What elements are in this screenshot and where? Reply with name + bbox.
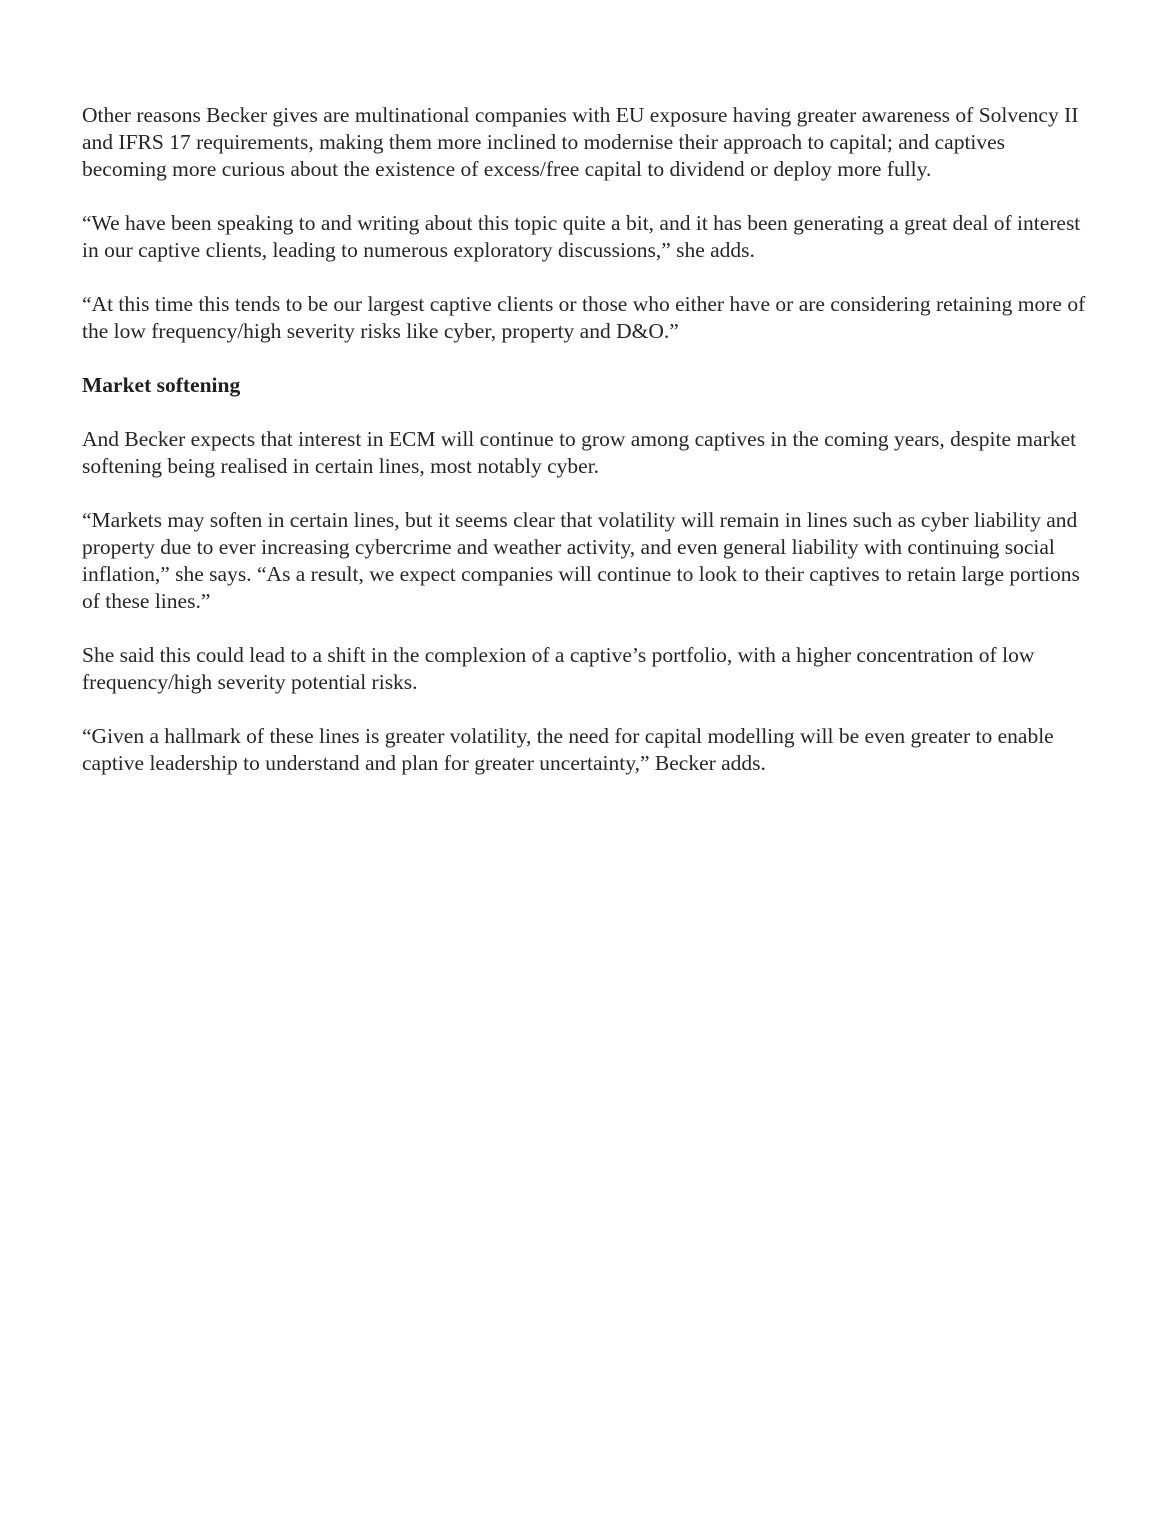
section-heading: Market softening — [82, 373, 241, 397]
body-paragraph: And Becker expects that interest in ECM will continue to grow among captives in the coming years, despite market softening being realised in certain lines, most notably cyber. — [82, 427, 1077, 478]
body-paragraph: “At this time this tends to be our largest captive clients or those who either have or are considering retaining more of the low frequency/high severity risks like cyber, property and D&O.” — [82, 292, 1086, 343]
body-paragraph: “Markets may soften in certain lines, but it seems clear that volatility will remain in lines such as cyber liability and property due to ever increasing cybercrime and weather activity, and even general liability with continuing social inflation,” she says. “As a result, we expect companies will continue to look to their captives to retain large portions of these lines.” — [82, 508, 1080, 613]
body-paragraph: She said this could lead to a shift in the complexion of a captive’s portfolio, with a higher concentration of low frequency/high severity potential risks. — [82, 643, 1035, 694]
article-body — [82, 102, 1094, 804]
body-paragraph: Other reasons Becker gives are multinational companies with EU exposure having greater awareness of Solvency II and IFRS 17 requirements, making them more inclined to modernise their approach to capital; and captives becoming more curious about the existence of excess/free capital to dividend or deploy more fully. — [82, 103, 1079, 181]
body-paragraph: “Given a hallmark of these lines is greater volatility, the need for capital modelling will be even greater to enable captive leadership to understand and plan for greater uncertainty,” Becker adds. — [82, 724, 1054, 775]
body-paragraph: “We have been speaking to and writing about this topic quite a bit, and it has been generating a great deal of interest in our captive clients, leading to numerous exploratory discussions,” she adds. — [82, 211, 1081, 262]
